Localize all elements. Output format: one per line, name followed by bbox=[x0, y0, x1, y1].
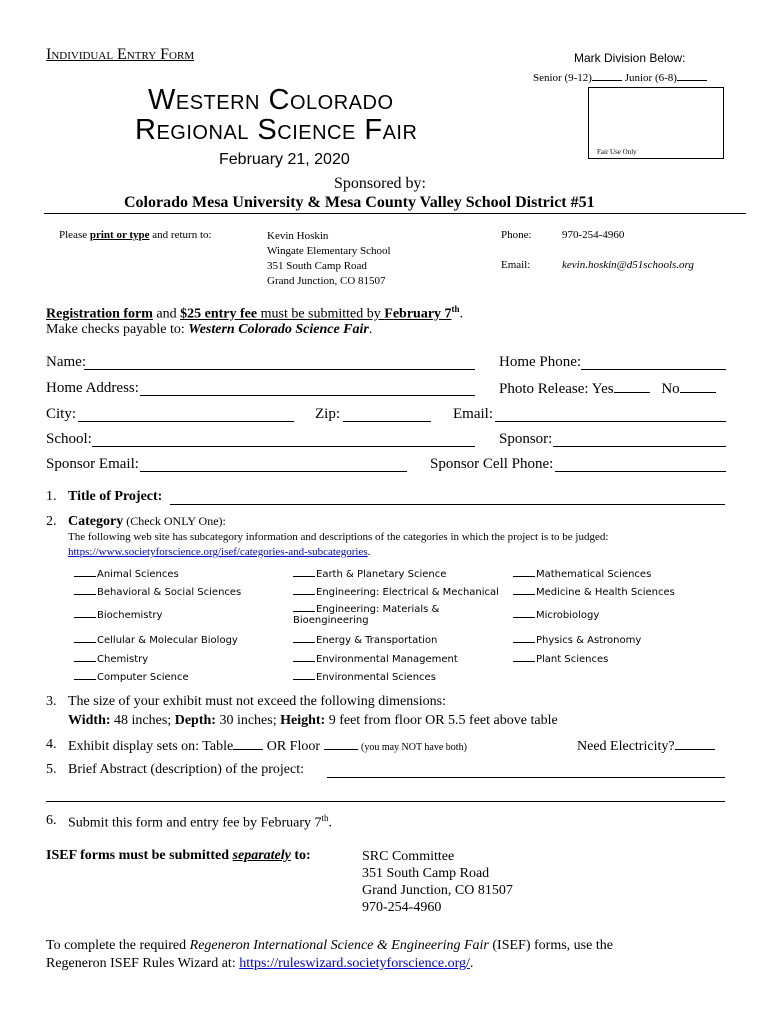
category-heading: 2. Category (Check ONLY One): bbox=[46, 514, 226, 529]
display-options[interactable]: 4. Exhibit display sets on: Table OR Floor (you may NOT have both) bbox=[46, 737, 467, 754]
category-animal-sciences[interactable]: Animal Sciences bbox=[74, 566, 179, 580]
rules-wizard-link[interactable]: https://ruleswizard.societyforscience.org/ bbox=[239, 956, 470, 971]
fair-use-box bbox=[588, 87, 724, 159]
city-field[interactable]: City: bbox=[46, 406, 76, 423]
name-field[interactable]: Name: bbox=[46, 354, 86, 371]
photo-yes-blank[interactable] bbox=[614, 380, 650, 393]
phone-label: Phone: bbox=[501, 229, 532, 241]
isef-address: SRC Committee 351 South Camp Road Grand Junction, CO 81507 970-254-4960 bbox=[362, 849, 513, 915]
header-divider bbox=[44, 213, 746, 214]
sponsor-cell-field[interactable]: Sponsor Cell Phone: bbox=[430, 456, 553, 473]
category-earth-planetary[interactable]: Earth & Planetary Science bbox=[293, 566, 446, 580]
isef-label: ISEF forms must be submitted separately to: bbox=[46, 848, 311, 863]
fair-title-line1: Western Colorado bbox=[148, 84, 394, 116]
category-bioengineering-line: Bioengineering bbox=[293, 615, 369, 626]
category-computer-science[interactable]: Computer Science bbox=[74, 669, 189, 683]
school-field[interactable]: School: bbox=[46, 431, 92, 448]
category-environmental-management[interactable]: Environmental Management bbox=[293, 651, 458, 665]
category-description: The following web site has subcategory information and descriptions of the categories in which the project is to be judged: bbox=[68, 531, 609, 543]
footer-text: To complete the required Regeneron International Science & Engineering Fair (ISEF) forms, use the Regeneron ISEF Rules Wizard at: https://ruleswizard.societyforscience.org/. bbox=[46, 938, 613, 971]
category-environmental-sciences[interactable]: Environmental Sciences bbox=[293, 669, 436, 683]
category-chemistry[interactable]: Chemistry bbox=[74, 651, 148, 665]
phone-value: 970-254-4960 bbox=[562, 229, 625, 241]
category-mathematical[interactable]: Mathematical Sciences bbox=[513, 566, 651, 580]
checks-payable: Make checks payable to: Western Colorado Science Fair. bbox=[46, 322, 373, 337]
category-link[interactable]: https://www.societyforscience.org/isef/categories-and-subcategories. bbox=[68, 546, 371, 558]
fair-title-line2: Regional Science Fair bbox=[135, 114, 418, 146]
fair-date: February 21, 2020 bbox=[219, 151, 350, 168]
project-title-field[interactable]: 1. Title of Project: bbox=[46, 489, 57, 505]
email-value: kevin.hoskin@d51schools.org bbox=[562, 259, 694, 271]
sponsor-email-field[interactable]: Sponsor Email: bbox=[46, 456, 139, 473]
category-microbiology[interactable]: Microbiology bbox=[513, 607, 599, 621]
abstract-field[interactable]: 5. Brief Abstract (description) of the project: bbox=[46, 762, 57, 778]
return-instruction: Please print or type and return to: bbox=[59, 229, 212, 241]
category-biochemistry[interactable]: Biochemistry bbox=[74, 607, 162, 621]
zip-field[interactable]: Zip: bbox=[315, 406, 340, 423]
senior-blank[interactable] bbox=[592, 68, 622, 81]
home-phone-field[interactable]: Home Phone: bbox=[499, 354, 581, 371]
category-cellular-molecular[interactable]: Cellular & Molecular Biology bbox=[74, 632, 238, 646]
email-field[interactable]: Email: bbox=[453, 406, 493, 423]
photo-release-field[interactable]: Photo Release: Yes No bbox=[499, 380, 716, 398]
form-type: Individual Entry Form bbox=[46, 46, 195, 63]
sponsored-by: Sponsored by: bbox=[334, 175, 426, 192]
junior-blank[interactable] bbox=[677, 68, 707, 81]
sponsors: Colorado Mesa University & Mesa County Valley School District #51 bbox=[124, 194, 595, 211]
floor-blank[interactable] bbox=[324, 737, 358, 750]
category-energy-transportation[interactable]: Energy & Transportation bbox=[293, 632, 437, 646]
return-address: Kevin Hoskin Wingate Elementary School 351 South Camp Road Grand Junction, CO 81507 bbox=[267, 230, 391, 287]
category-behavioral-social[interactable]: Behavioral & Social Sciences bbox=[74, 584, 241, 598]
category-physics-astronomy[interactable]: Physics & Astronomy bbox=[513, 632, 641, 646]
table-blank[interactable] bbox=[233, 737, 263, 750]
category-engineering-electrical[interactable]: Engineering: Electrical & Mechanical bbox=[293, 584, 499, 598]
registration-notice: Registration form and $25 entry fee must be submitted by February 7th. bbox=[46, 304, 464, 322]
photo-no-blank[interactable] bbox=[680, 380, 716, 393]
home-address-field[interactable]: Home Address: bbox=[46, 380, 139, 397]
category-engineering-materials[interactable]: Engineering: Materials & bbox=[293, 601, 439, 615]
sponsor-field[interactable]: Sponsor: bbox=[499, 431, 552, 448]
submit-instruction: 6. Submit this form and entry fee by February 7th. bbox=[46, 813, 333, 831]
category-plant-sciences[interactable]: Plant Sciences bbox=[513, 651, 608, 665]
email-label: Email: bbox=[501, 259, 531, 271]
abstract-line-2[interactable] bbox=[46, 801, 725, 802]
category-medicine-health[interactable]: Medicine & Health Sciences bbox=[513, 584, 675, 598]
division-label: Mark Division Below: bbox=[574, 51, 686, 65]
division-options: Senior (9-12) Junior (6-8) bbox=[533, 68, 707, 84]
electricity-field[interactable]: Need Electricity? bbox=[577, 737, 715, 755]
exhibit-size: 3. The size of your exhibit must not exceed the following dimensions: Width: 48 inches; Depth: 30 inches; Height: 9 feet from floor OR 5.5 feet above table bbox=[46, 694, 558, 728]
fair-use-label: Fair Use Only bbox=[597, 148, 637, 156]
